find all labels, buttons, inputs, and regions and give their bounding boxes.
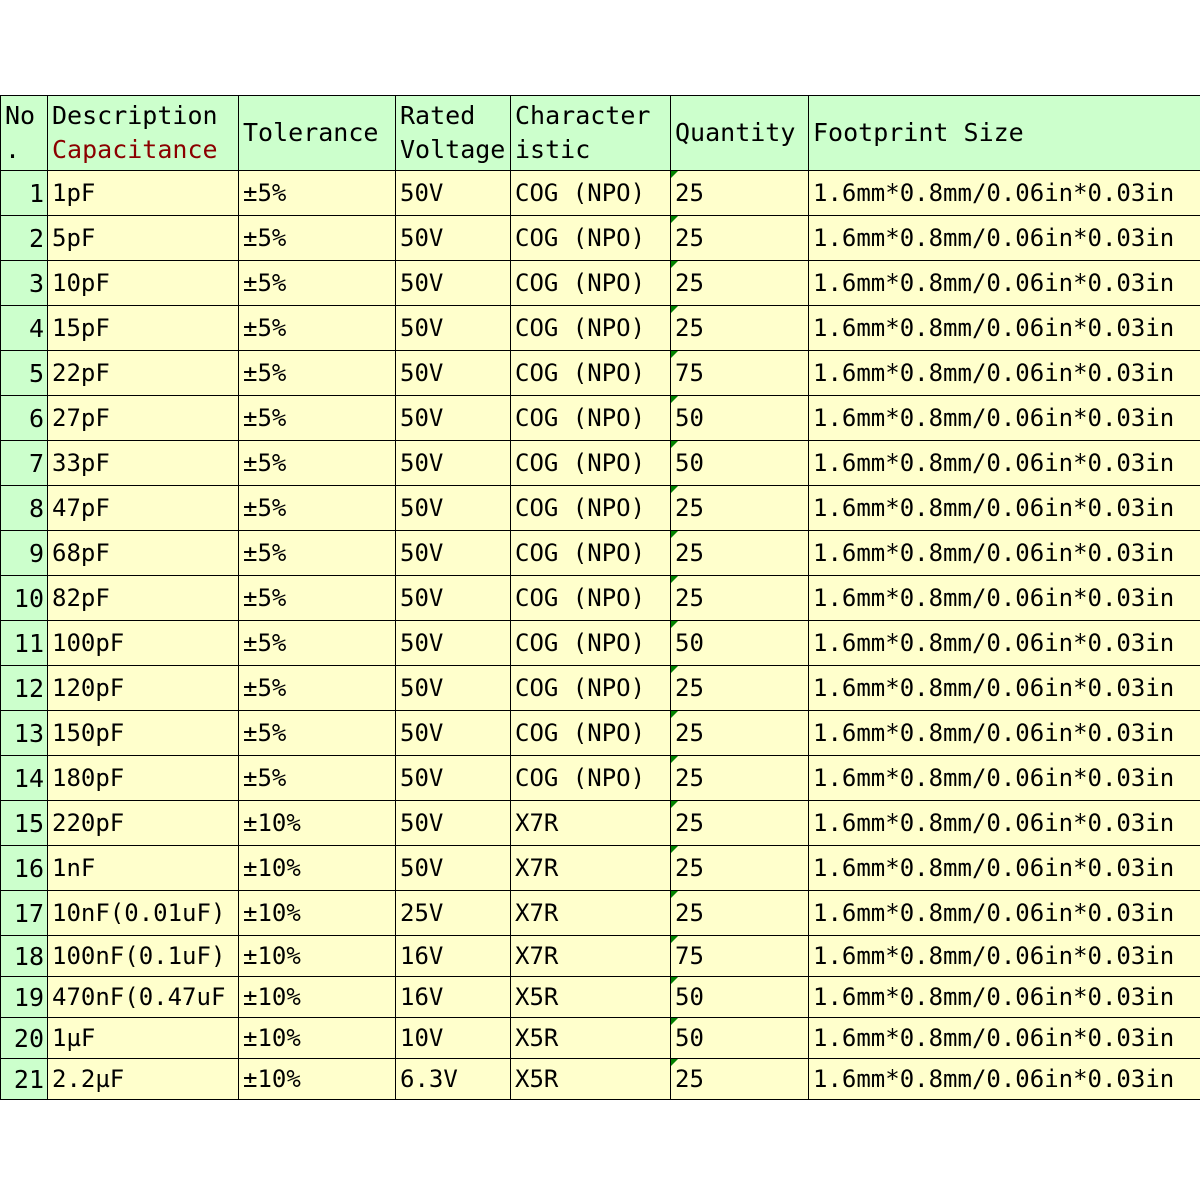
cell-comment-marker-icon <box>671 621 678 628</box>
header-no-line1: No <box>5 101 36 130</box>
cell-voltage: 50V <box>396 801 511 846</box>
cell-voltage: 50V <box>396 351 511 396</box>
header-rated-line1: Rated <box>400 101 476 130</box>
cell-characteristic: X5R <box>511 977 671 1018</box>
cell-quantity <box>671 801 809 846</box>
table-row <box>1 846 1200 891</box>
cell-quantity <box>671 666 809 711</box>
cell-characteristic: COG (NPO) <box>511 216 671 261</box>
cell-footprint: 1.6mm*0.8mm/0.06in*0.03in <box>809 306 1200 351</box>
cell-voltage: 50V <box>396 756 511 801</box>
cell-footprint: 1.6mm*0.8mm/0.06in*0.03in <box>809 486 1200 531</box>
cell-tolerance: ±5% <box>239 621 396 666</box>
header-char-line2: istic <box>515 135 591 164</box>
cell-characteristic: COG (NPO) <box>511 666 671 711</box>
cell-characteristic: COG (NPO) <box>511 171 671 216</box>
cell-footprint: 1.6mm*0.8mm/0.06in*0.03in <box>809 216 1200 261</box>
cell-quantity <box>671 576 809 621</box>
cell-quantity <box>671 396 809 441</box>
cell-quantity <box>671 441 809 486</box>
table-row <box>1 977 1200 1018</box>
cell-no: 18 <box>1 936 48 977</box>
cell-quantity <box>671 621 809 666</box>
cell-tolerance: ±5% <box>239 576 396 621</box>
cell-voltage: 50V <box>396 576 511 621</box>
cell-comment-marker-icon <box>671 756 678 763</box>
cell-description: 10pF <box>48 261 239 306</box>
header-char-line1: Character <box>515 101 651 130</box>
cell-no: 6 <box>1 396 48 441</box>
cell-quantity <box>671 531 809 576</box>
cell-no: 2 <box>1 216 48 261</box>
cell-quantity-value: 25 <box>675 764 704 792</box>
cell-characteristic: X5R <box>511 1059 671 1100</box>
cell-quantity-value: 50 <box>675 983 704 1011</box>
cell-footprint: 1.6mm*0.8mm/0.06in*0.03in <box>809 756 1200 801</box>
cell-tolerance: ±5% <box>239 261 396 306</box>
header-description-line1: Description <box>52 101 218 130</box>
cell-voltage: 25V <box>396 891 511 936</box>
cell-description: 1pF <box>48 171 239 216</box>
cell-comment-marker-icon <box>671 171 678 178</box>
header-no <box>1 96 48 171</box>
cell-description: 5pF <box>48 216 239 261</box>
cell-footprint: 1.6mm*0.8mm/0.06in*0.03in <box>809 531 1200 576</box>
cell-description: 15pF <box>48 306 239 351</box>
cell-characteristic: X7R <box>511 936 671 977</box>
cell-tolerance: ±10% <box>239 1018 396 1059</box>
cell-description: 33pF <box>48 441 239 486</box>
cell-voltage: 50V <box>396 396 511 441</box>
cell-no: 12 <box>1 666 48 711</box>
table-row <box>1 1059 1200 1100</box>
cell-quantity <box>671 171 809 216</box>
cell-tolerance: ±5% <box>239 486 396 531</box>
cell-characteristic: X7R <box>511 801 671 846</box>
cell-description: 10nF(0.01uF) <box>48 891 239 936</box>
cell-quantity <box>671 756 809 801</box>
cell-quantity <box>671 306 809 351</box>
cell-quantity-value: 50 <box>675 629 704 657</box>
cell-characteristic: COG (NPO) <box>511 441 671 486</box>
cell-tolerance: ±5% <box>239 756 396 801</box>
cell-footprint: 1.6mm*0.8mm/0.06in*0.03in <box>809 936 1200 977</box>
cell-no: 7 <box>1 441 48 486</box>
cell-no: 4 <box>1 306 48 351</box>
cell-description: 47pF <box>48 486 239 531</box>
cell-voltage: 50V <box>396 216 511 261</box>
table-row <box>1 441 1200 486</box>
cell-quantity <box>671 711 809 756</box>
cell-footprint: 1.6mm*0.8mm/0.06in*0.03in <box>809 396 1200 441</box>
table-row <box>1 936 1200 977</box>
cell-quantity <box>671 1059 809 1100</box>
cell-quantity <box>671 846 809 891</box>
cell-quantity-value: 50 <box>675 449 704 477</box>
table-row <box>1 666 1200 711</box>
cell-description: 1nF <box>48 846 239 891</box>
header-characteristic <box>511 96 671 171</box>
cell-footprint: 1.6mm*0.8mm/0.06in*0.03in <box>809 621 1200 666</box>
cell-description: 2.2µF <box>48 1059 239 1100</box>
cell-voltage: 16V <box>396 936 511 977</box>
cell-no: 5 <box>1 351 48 396</box>
cell-quantity-value: 25 <box>675 494 704 522</box>
cell-no: 17 <box>1 891 48 936</box>
cell-quantity-value: 25 <box>675 224 704 252</box>
cell-tolerance: ±10% <box>239 977 396 1018</box>
cell-quantity-value: 75 <box>675 942 704 970</box>
cell-characteristic: COG (NPO) <box>511 576 671 621</box>
table-row <box>1 531 1200 576</box>
cell-characteristic: COG (NPO) <box>511 396 671 441</box>
header-no-line2: . <box>5 135 21 164</box>
cell-comment-marker-icon <box>671 486 678 493</box>
cell-footprint: 1.6mm*0.8mm/0.06in*0.03in <box>809 261 1200 306</box>
cell-quantity <box>671 977 809 1018</box>
cell-no: 9 <box>1 531 48 576</box>
cell-tolerance: ±10% <box>239 801 396 846</box>
cell-voltage: 50V <box>396 846 511 891</box>
table-row <box>1 306 1200 351</box>
cell-comment-marker-icon <box>671 1018 678 1025</box>
cell-quantity-value: 50 <box>675 1024 704 1052</box>
cell-footprint: 1.6mm*0.8mm/0.06in*0.03in <box>809 1018 1200 1059</box>
cell-quantity-value: 25 <box>675 854 704 882</box>
cell-characteristic: COG (NPO) <box>511 306 671 351</box>
header-capacitance-label: Capacitance <box>52 135 218 164</box>
cell-tolerance: ±5% <box>239 531 396 576</box>
cell-tolerance: ±5% <box>239 396 396 441</box>
cell-tolerance: ±10% <box>239 1059 396 1100</box>
cell-voltage: 50V <box>396 621 511 666</box>
cell-description: 180pF <box>48 756 239 801</box>
cell-no: 11 <box>1 621 48 666</box>
cell-characteristic: COG (NPO) <box>511 621 671 666</box>
cell-characteristic: COG (NPO) <box>511 351 671 396</box>
cell-tolerance: ±5% <box>239 666 396 711</box>
cell-no: 1 <box>1 171 48 216</box>
cell-characteristic: X5R <box>511 1018 671 1059</box>
cell-comment-marker-icon <box>671 396 678 403</box>
cell-voltage: 6.3V <box>396 1059 511 1100</box>
cell-tolerance: ±5% <box>239 441 396 486</box>
table-row <box>1 801 1200 846</box>
cell-comment-marker-icon <box>671 576 678 583</box>
cell-tolerance: ±5% <box>239 306 396 351</box>
cell-description: 120pF <box>48 666 239 711</box>
cell-footprint: 1.6mm*0.8mm/0.06in*0.03in <box>809 891 1200 936</box>
cell-description: 220pF <box>48 801 239 846</box>
cell-description: 100pF <box>48 621 239 666</box>
cell-description: 68pF <box>48 531 239 576</box>
table-row <box>1 576 1200 621</box>
cell-comment-marker-icon <box>671 306 678 313</box>
cell-no: 16 <box>1 846 48 891</box>
header-rated-line2: Voltage <box>400 135 506 164</box>
table-row <box>1 396 1200 441</box>
cell-footprint: 1.6mm*0.8mm/0.06in*0.03in <box>809 846 1200 891</box>
cell-comment-marker-icon <box>671 666 678 673</box>
table-row <box>1 216 1200 261</box>
header-description <box>48 96 239 171</box>
table-row <box>1 486 1200 531</box>
cell-tolerance: ±5% <box>239 351 396 396</box>
header-rated-voltage <box>396 96 511 171</box>
table-row <box>1 351 1200 396</box>
cell-no: 3 <box>1 261 48 306</box>
cell-tolerance: ±5% <box>239 216 396 261</box>
cell-quantity-value: 75 <box>675 359 704 387</box>
cell-comment-marker-icon <box>671 936 678 943</box>
table-row <box>1 171 1200 216</box>
cell-quantity <box>671 351 809 396</box>
cell-footprint: 1.6mm*0.8mm/0.06in*0.03in <box>809 977 1200 1018</box>
cell-quantity-value: 25 <box>675 539 704 567</box>
cell-voltage: 50V <box>396 531 511 576</box>
table-row <box>1 621 1200 666</box>
table-row <box>1 711 1200 756</box>
cell-no: 13 <box>1 711 48 756</box>
capacitor-spec-table <box>0 95 1200 1100</box>
cell-comment-marker-icon <box>671 531 678 538</box>
header-quantity: Quantity <box>671 96 809 171</box>
cell-tolerance: ±10% <box>239 846 396 891</box>
cell-comment-marker-icon <box>671 801 678 808</box>
cell-tolerance: ±10% <box>239 936 396 977</box>
cell-quantity <box>671 216 809 261</box>
table-row <box>1 756 1200 801</box>
cell-quantity-value: 25 <box>675 899 704 927</box>
cell-no: 14 <box>1 756 48 801</box>
cell-voltage: 50V <box>396 441 511 486</box>
cell-characteristic: COG (NPO) <box>511 486 671 531</box>
cell-comment-marker-icon <box>671 891 678 898</box>
cell-quantity-value: 50 <box>675 404 704 432</box>
cell-footprint: 1.6mm*0.8mm/0.06in*0.03in <box>809 711 1200 756</box>
cell-no: 10 <box>1 576 48 621</box>
cell-footprint: 1.6mm*0.8mm/0.06in*0.03in <box>809 351 1200 396</box>
cell-tolerance: ±5% <box>239 711 396 756</box>
cell-voltage: 50V <box>396 261 511 306</box>
cell-comment-marker-icon <box>671 977 678 984</box>
cell-voltage: 50V <box>396 171 511 216</box>
cell-footprint: 1.6mm*0.8mm/0.06in*0.03in <box>809 801 1200 846</box>
cell-comment-marker-icon <box>671 351 678 358</box>
cell-voltage: 50V <box>396 711 511 756</box>
cell-quantity-value: 25 <box>675 314 704 342</box>
cell-footprint: 1.6mm*0.8mm/0.06in*0.03in <box>809 576 1200 621</box>
cell-quantity <box>671 261 809 306</box>
table-header-row <box>1 96 1200 171</box>
cell-tolerance: ±5% <box>239 171 396 216</box>
table-row <box>1 891 1200 936</box>
cell-description: 82pF <box>48 576 239 621</box>
cell-no: 19 <box>1 977 48 1018</box>
cell-quantity-value: 25 <box>675 179 704 207</box>
cell-characteristic: COG (NPO) <box>511 756 671 801</box>
cell-voltage: 50V <box>396 666 511 711</box>
cell-no: 15 <box>1 801 48 846</box>
header-footprint-size: Footprint Size <box>809 96 1200 171</box>
cell-footprint: 1.6mm*0.8mm/0.06in*0.03in <box>809 171 1200 216</box>
cell-footprint: 1.6mm*0.8mm/0.06in*0.03in <box>809 441 1200 486</box>
cell-no: 21 <box>1 1059 48 1100</box>
cell-description: 150pF <box>48 711 239 756</box>
cell-comment-marker-icon <box>671 216 678 223</box>
cell-characteristic: COG (NPO) <box>511 261 671 306</box>
cell-comment-marker-icon <box>671 846 678 853</box>
table-row <box>1 1018 1200 1059</box>
cell-quantity <box>671 891 809 936</box>
cell-characteristic: COG (NPO) <box>511 531 671 576</box>
cell-description: 100nF(0.1uF) <box>48 936 239 977</box>
cell-description: 1µF <box>48 1018 239 1059</box>
cell-quantity-value: 25 <box>675 269 704 297</box>
cell-comment-marker-icon <box>671 1059 678 1066</box>
cell-description: 22pF <box>48 351 239 396</box>
header-tolerance: Tolerance <box>239 96 396 171</box>
cell-quantity <box>671 936 809 977</box>
cell-voltage: 50V <box>396 306 511 351</box>
cell-voltage: 16V <box>396 977 511 1018</box>
cell-voltage: 10V <box>396 1018 511 1059</box>
capacitor-spec-sheet <box>0 95 1200 1100</box>
cell-quantity <box>671 1018 809 1059</box>
cell-quantity-value: 25 <box>675 1065 704 1093</box>
table-row <box>1 261 1200 306</box>
cell-comment-marker-icon <box>671 711 678 718</box>
cell-footprint: 1.6mm*0.8mm/0.06in*0.03in <box>809 666 1200 711</box>
cell-no: 8 <box>1 486 48 531</box>
cell-characteristic: X7R <box>511 891 671 936</box>
cell-comment-marker-icon <box>671 441 678 448</box>
cell-characteristic: COG (NPO) <box>511 711 671 756</box>
cell-quantity-value: 25 <box>675 719 704 747</box>
cell-quantity-value: 25 <box>675 584 704 612</box>
cell-quantity-value: 25 <box>675 809 704 837</box>
cell-quantity <box>671 486 809 531</box>
cell-characteristic: X7R <box>511 846 671 891</box>
cell-description: 470nF(0.47uF <box>48 977 239 1018</box>
cell-footprint: 1.6mm*0.8mm/0.06in*0.03in <box>809 1059 1200 1100</box>
cell-voltage: 50V <box>396 486 511 531</box>
cell-tolerance: ±10% <box>239 891 396 936</box>
cell-description: 27pF <box>48 396 239 441</box>
cell-quantity-value: 25 <box>675 674 704 702</box>
cell-comment-marker-icon <box>671 261 678 268</box>
cell-no: 20 <box>1 1018 48 1059</box>
